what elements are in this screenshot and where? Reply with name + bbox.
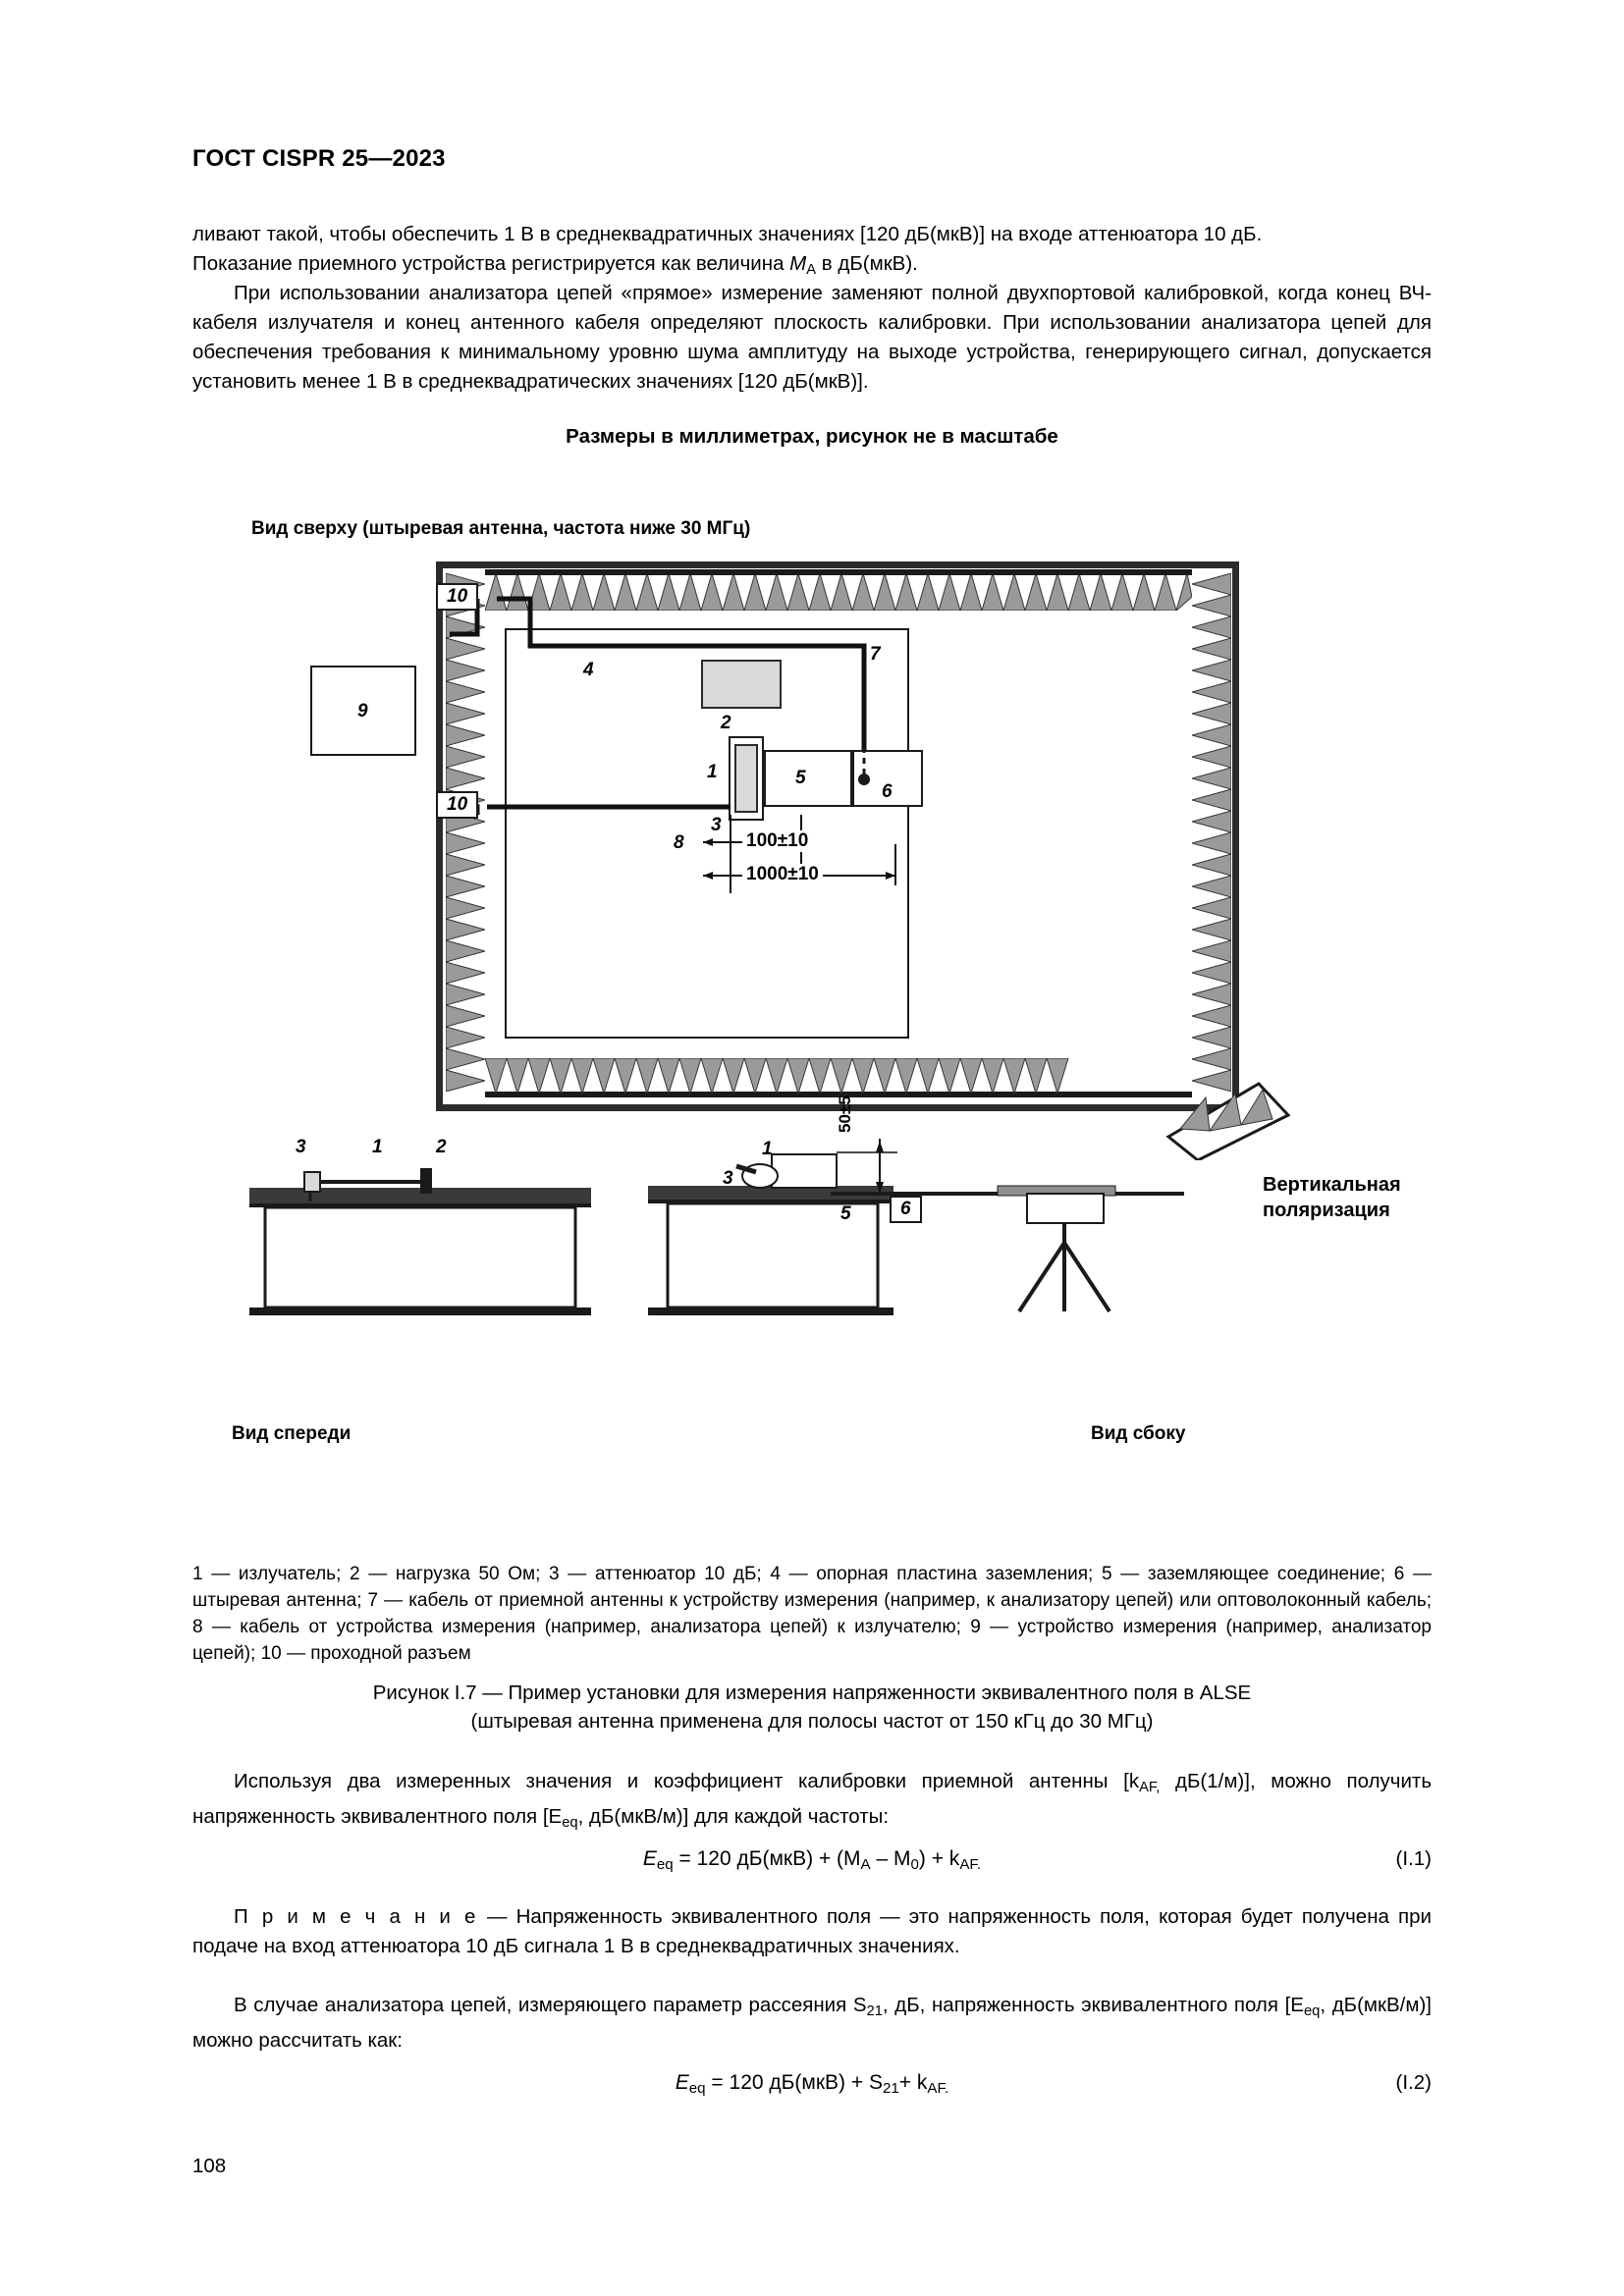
note-text: — Напряженность эквивалентного поля — это напряженность поля, которая будет получена при подаче на вход аттенюатора 10 дБ сигнала 1 В в среднеквадратичных значениях. [192,1905,1432,1957]
figure-title-line1: Рисунок I.7 — Пример установки для измерения напряженности эквивалентного поля в ALSE [372,1682,1252,1704]
callout-7: 7 [870,644,881,665]
side-callout-5: 5 [840,1203,851,1224]
paragraph-3-sub-af: AF, [1139,1780,1161,1796]
symbol-M-sub: A [806,262,817,279]
front-callout-3: 3 [296,1137,306,1157]
front-view-label: Вид спереди [232,1423,352,1444]
figure-I7 [192,491,1432,1522]
side-callout-1: 1 [762,1139,773,1159]
paragraph-1-line-2a: Показание приемного устройства регистрируется как величина [192,252,790,275]
paragraph-3-b: дБ(1/м)], можно получить напряженность эквивалентного поля [E [192,1770,1432,1829]
paragraph-3-c: , дБ(мкВ/м)] для каждой частоты: [577,1805,890,1829]
callout-5: 5 [795,768,806,788]
page-header: ГОСТ CISPR 25—2023 [192,145,446,172]
eq2-E: E [675,2071,689,2094]
page-number: 108 [192,2155,227,2177]
dimension-arrows [703,815,978,903]
side-callout-6: 6 [890,1196,922,1223]
callout-2: 2 [721,713,731,733]
feedthrough-connector-top: 10 [436,583,478,611]
note-label: П р и м е ч а н и е [234,1905,478,1928]
vertical-polarization-line2: поляризация [1263,1200,1390,1221]
eq1-M0-sub: 0 [910,1856,919,1874]
paragraph-4-a: В случае анализатора цепей, измеряющего параметр рассеяния S [234,1994,867,2016]
callout-4: 4 [583,660,594,680]
equation-1-number: (I.1) [1395,1847,1432,1870]
equation-1 [192,1847,1432,1873]
figure-title-line2: (штыревая антенна применена для полосы частот от 150 кГц до 30 МГц) [470,1710,1154,1733]
paragraph-4-c: , дБ(мкВ/м)] можно рассчитать как: [192,1994,1432,2053]
paragraph-4-b: , дБ, напряженность эквивалентного поля [E [882,1994,1304,2016]
equation-2-number: (I.2) [1395,2071,1432,2094]
eq2-part1: = 120 дБ(мкВ) + S [705,2071,883,2094]
eq2-E-sub: eq [688,2080,706,2098]
figure-scale-note: Размеры в миллиметрах, рисунок не в масштабе [566,425,1058,448]
callout-3: 3 [711,815,722,835]
feedthrough-connector-bottom: 10 [436,791,478,819]
figure-title [192,1679,1432,1735]
figure-legend: 1 — излучатель; 2 — нагрузка 50 Ом; 3 — аттенюатор 10 дБ; 4 — опорная пластина заземления; 5 — заземляющее соединение; 6 — штыревая антенна; 7 — кабель от приемной антенны к устройству измерения (например, к анализатору цепей) или оптоволоконный кабель; 8 — кабель от устройства измерения (например, анализатора цепей) к излучателю; 9 — устройство измерения (например, анализатор цепей); 10 — проходной разъем [192,1564,1432,1664]
eq1-kAF-sub: AF. [959,1856,982,1874]
front-callout-1: 1 [372,1137,383,1157]
paragraph-3 [192,1767,1432,1838]
vertical-polarization-label [1263,1172,1401,1223]
paragraph-3-sub-eq: eq [562,1815,578,1832]
front-view-drawing [232,1129,605,1423]
paragraph-1-line-2c: в дБ(мкВ). [816,252,918,275]
paragraph-4-s21-sub: 21 [866,2003,883,2020]
paragraph-1-line-1: ливают такой, чтобы обеспечить 1 В в среднеквадратичных значениях [120 дБ(мкВ)] на входе аттенюатора 10 дБ. [192,223,1263,245]
eq1-part1: = 120 дБ(мкВ) + (M [673,1847,861,1870]
eq1-part2: – M [870,1847,911,1870]
dimension-100: 100±10 [742,830,812,852]
equation-2 [192,2071,1432,2097]
side-callout-3: 3 [723,1168,733,1189]
callout-6: 6 [882,781,893,802]
eq2-part2: + k [898,2071,928,2094]
paragraph-3-a: Используя два измеренных значения и коэффициент калибровки приемной антенны [k [234,1770,1140,1792]
paragraph-4-eq-sub: eq [1303,2003,1321,2020]
paragraph-4 [192,1991,1432,2056]
callout-9: 9 [357,701,368,721]
eq2-kAF-sub: AF. [927,2080,949,2098]
note-paragraph [192,1902,1432,1961]
eq1-MA-sub: A [860,1856,871,1874]
eq2-s21-sub: 21 [882,2080,899,2098]
dimension-1000: 1000±10 [742,864,823,885]
eq1-E: E [642,1847,657,1870]
dimension-50: 50±5 [836,1095,854,1133]
vertical-polarization-line1: Вертикальная [1263,1174,1401,1196]
symbol-M: M [789,252,807,275]
paragraph-2: При использовании анализатора цепей «прямое» измерение заменяют полной двухпортовой калибровкой, когда конец ВЧ-кабеля излучателя и конец антенного кабеля определяют плоскость калибровки. При использовании анализатора цепей для обеспечения требования к минимальному уровню шума амплитуду на выходе устройства, генерирующего сигнал, допускается установить менее 1 В в среднеквадратических значениях [120 дБ(мкВ)]. [192,282,1432,393]
paragraph-1 [192,220,1432,285]
eq1-E-sub: eq [656,1856,674,1874]
top-view-label: Вид сверху (штыревая антенна, частота ниже 30 МГц) [251,518,751,539]
front-callout-2: 2 [436,1137,447,1157]
eq1-part3: ) + k [918,1847,960,1870]
callout-1: 1 [707,762,718,782]
side-view-label: Вид сбоку [1091,1423,1186,1444]
callout-8: 8 [674,832,684,853]
